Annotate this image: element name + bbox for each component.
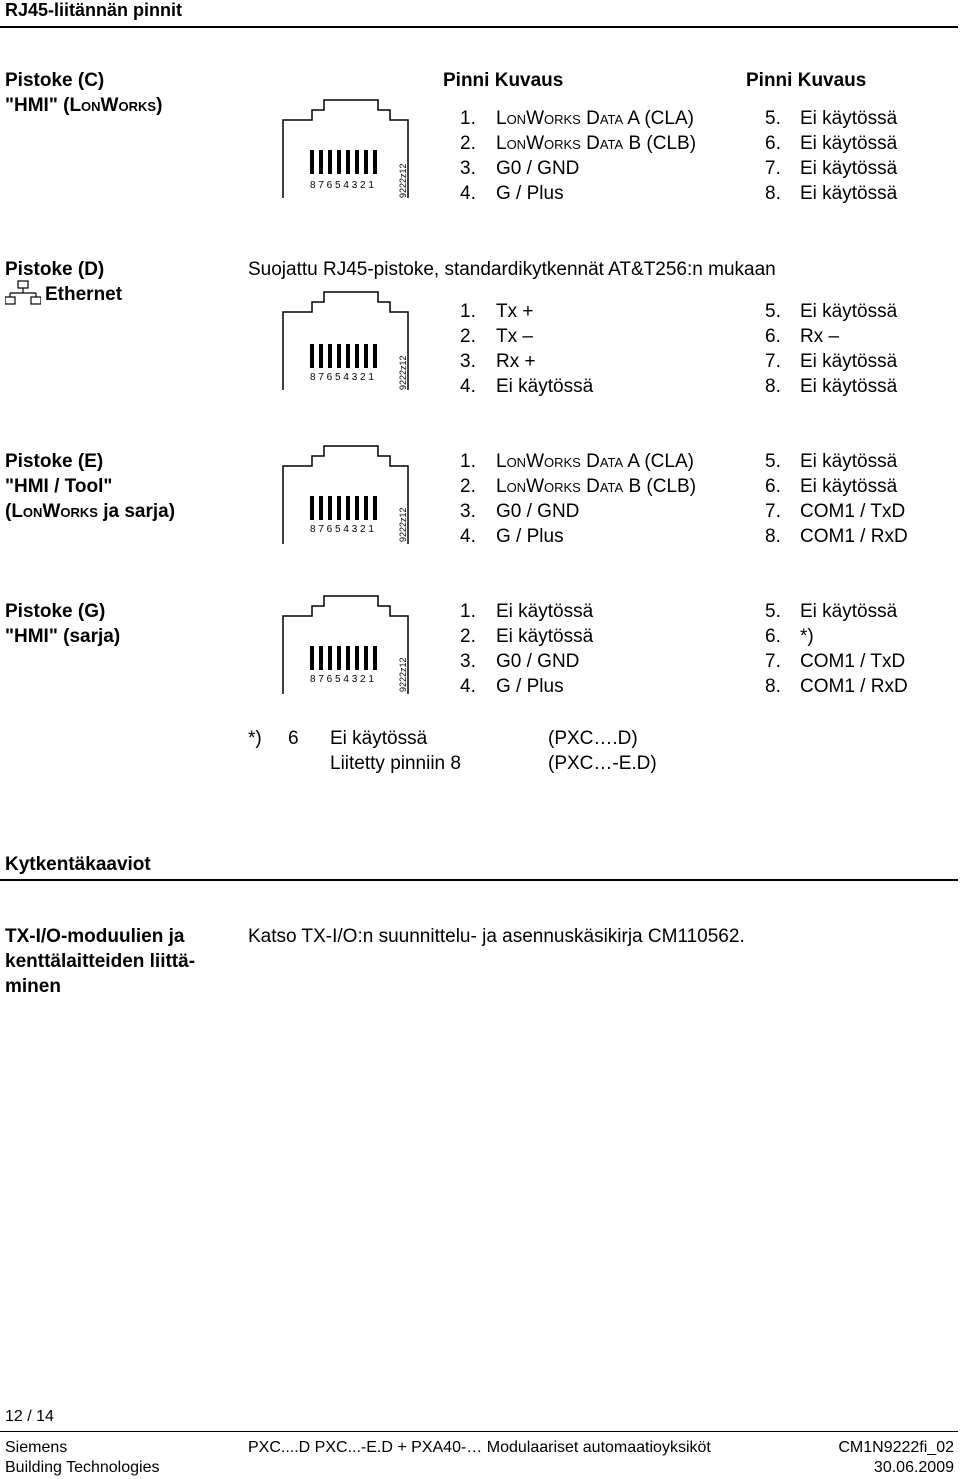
- pin-number: 4.: [460, 526, 476, 547]
- footnote-model-2: (PXC…-E.D): [548, 753, 657, 774]
- pin-desc: Rx +: [496, 351, 536, 372]
- pin-number: 1.: [460, 108, 476, 129]
- pin-desc: Ei käytössä: [800, 133, 898, 154]
- pin-desc: Tx +: [496, 301, 534, 322]
- footnote-text-1: Ei käytössä: [330, 728, 428, 749]
- section-divider: [0, 879, 958, 881]
- pin-number: 7.: [765, 501, 781, 522]
- pin-desc: COM1 / TxD: [800, 501, 906, 522]
- pin-desc: Ei käytössä: [800, 158, 898, 179]
- pin-number: 1.: [460, 601, 476, 622]
- pin-number: 2.: [460, 476, 476, 497]
- jack-code: 9222z12: [398, 163, 408, 198]
- pin-number: 7.: [765, 158, 781, 179]
- pin-desc: Ei käytössä: [800, 301, 898, 322]
- pin-desc: LonWorks Data B (CLB): [496, 476, 697, 497]
- jack-pin-numbers: 8 7 6 5 4 3 2 1: [310, 524, 374, 535]
- pin-number: 8.: [765, 676, 781, 697]
- pin-desc: Rx –: [800, 326, 840, 347]
- page-title: RJ45-liitännän pinnit: [5, 0, 183, 20]
- jack-pin-numbers: 8 7 6 5 4 3 2 1: [310, 180, 374, 191]
- connector-e-desc-right: [800, 449, 908, 549]
- pin-number: 5.: [765, 108, 781, 129]
- connector-d-pins-right: [765, 299, 781, 399]
- pin-number: 5.: [765, 601, 781, 622]
- pin-desc: LonWorks Data A (CLA): [496, 108, 694, 129]
- connector-c-desc-left: [496, 106, 696, 206]
- jack-code: 9222z12: [398, 507, 408, 542]
- col-header-right: Pinni Kuvaus: [746, 70, 867, 91]
- connector-e-pins-left: [460, 449, 476, 549]
- jack-pin-numbers: 8 7 6 5 4 3 2 1: [310, 372, 374, 383]
- pin-desc: G0 / GND: [496, 501, 580, 522]
- pin-number: 3.: [460, 651, 476, 672]
- pin-number: 6.: [765, 476, 781, 497]
- connector-e-pins-right: [765, 449, 781, 549]
- pin-number: 5.: [765, 451, 781, 472]
- pin-desc: COM1 / TxD: [800, 651, 906, 672]
- pin-number: 4.: [460, 376, 476, 397]
- connector-g-pins-right: [765, 599, 781, 699]
- pin-desc: Ei käytössä: [800, 351, 898, 372]
- wiring-sublabel-2: kenttälaitteiden liittä-: [5, 951, 196, 972]
- pin-desc: Tx –: [496, 326, 533, 347]
- pin-number: 1.: [460, 451, 476, 472]
- footer-doc-id: CM1N9222fi_02: [838, 1439, 954, 1456]
- wiring-heading: Kytkentäkaaviot: [5, 854, 151, 875]
- rj45-jack-icon: [282, 290, 422, 399]
- footer-product: PXC....D PXC...-E.D + PXA40-… Modulaariset automaatioyksiköt: [248, 1439, 711, 1456]
- pin-number: 3.: [460, 158, 476, 179]
- pin-desc: Ei käytössä: [800, 183, 898, 204]
- footer-company: Siemens: [5, 1439, 68, 1456]
- pin-desc: Ei käytössä: [800, 376, 898, 397]
- connector-e-desc-left: [496, 449, 696, 549]
- connector-e-sublabel-2: (LonWorks ja sarja): [5, 501, 176, 522]
- pin-number: 2.: [460, 326, 476, 347]
- pin-number: 2.: [460, 626, 476, 647]
- pin-number: 5.: [765, 301, 781, 322]
- connector-d-pins-left: [460, 299, 476, 399]
- jack-pin-numbers: 8 7 6 5 4 3 2 1: [310, 674, 374, 685]
- pin-number: 8.: [765, 526, 781, 547]
- page-number: 12 / 14: [5, 1408, 54, 1425]
- pin-desc: G / Plus: [496, 183, 564, 204]
- connector-g-desc-right: [800, 599, 908, 699]
- pin-number: 8.: [765, 376, 781, 397]
- wiring-sublabel-1: TX-I/O-moduulien ja: [5, 926, 185, 947]
- connector-g-label: Pistoke (G): [5, 601, 106, 622]
- connector-e-sublabel: "HMI / Tool": [5, 476, 113, 497]
- connector-g-pins-left: [460, 599, 476, 699]
- connector-g-desc-left: [496, 599, 593, 699]
- rj45-jack-icon: [282, 98, 422, 207]
- connector-c-pins-left: [460, 106, 476, 206]
- connector-c-sublabel: "HMI" (LonWorks): [5, 95, 163, 116]
- pin-number: 6.: [765, 626, 781, 647]
- footer-divider: [0, 1431, 958, 1432]
- pin-number: 6.: [765, 326, 781, 347]
- pin-desc: G0 / GND: [496, 651, 580, 672]
- pin-desc: Ei käytössä: [800, 476, 898, 497]
- pin-desc: LonWorks Data B (CLB): [496, 133, 697, 154]
- pin-number: 1.: [460, 301, 476, 322]
- pin-desc: Ei käytössä: [496, 601, 594, 622]
- pin-desc: Ei käytössä: [800, 601, 898, 622]
- footnote-model-1: (PXC….D): [548, 728, 638, 749]
- connector-d-desc-left: [496, 299, 593, 399]
- wiring-sublabel-3: minen: [5, 976, 61, 997]
- connector-d-sublabel: Ethernet: [45, 284, 123, 305]
- col-header-left: Pinni Kuvaus: [443, 70, 564, 91]
- pin-desc: Ei käytössä: [496, 626, 594, 647]
- connector-c-label: Pistoke (C): [5, 70, 105, 91]
- pin-desc: COM1 / RxD: [800, 526, 908, 547]
- footnote-text-2: Liitetty pinniin 8: [330, 753, 461, 774]
- pin-number: 7.: [765, 351, 781, 372]
- pin-number: 4.: [460, 676, 476, 697]
- header-divider: [0, 26, 958, 28]
- network-icon: [5, 280, 41, 311]
- pin-number: 6.: [765, 133, 781, 154]
- pin-number: 7.: [765, 651, 781, 672]
- pin-number: 3.: [460, 501, 476, 522]
- pin-desc: *): [800, 626, 814, 647]
- connector-d-label: Pistoke (D): [5, 259, 105, 280]
- connector-d-desc-right: [800, 299, 897, 399]
- rj45-jack-icon: [282, 444, 422, 553]
- connector-c-desc-right: [800, 106, 897, 206]
- jack-code: 9222z12: [398, 355, 408, 390]
- pin-desc: G / Plus: [496, 526, 564, 547]
- pin-desc: G0 / GND: [496, 158, 580, 179]
- footer-date: 30.06.2009: [873, 1459, 954, 1476]
- connector-g-sublabel: "HMI" (sarja): [5, 626, 121, 647]
- pin-number: 8.: [765, 183, 781, 204]
- jack-code: 9222z12: [398, 657, 408, 692]
- pin-desc: Ei käytössä: [800, 108, 898, 129]
- connector-c-pins-right: [765, 106, 781, 206]
- connector-d-note: Suojattu RJ45-pistoke, standardikytkennät AT&T256:n mukaan: [248, 259, 776, 280]
- pin-desc: G / Plus: [496, 676, 564, 697]
- footer-division: Building Technologies: [5, 1459, 160, 1476]
- pin-number: 3.: [460, 351, 476, 372]
- pin-number: 4.: [460, 183, 476, 204]
- pin-desc: Ei käytössä: [800, 451, 898, 472]
- footnote-mark: *): [248, 728, 262, 749]
- pin-desc: LonWorks Data A (CLA): [496, 451, 694, 472]
- connector-e-label: Pistoke (E): [5, 451, 104, 472]
- footnote-pin: 6: [288, 728, 299, 749]
- pin-desc: Ei käytössä: [496, 376, 594, 397]
- pin-desc: COM1 / RxD: [800, 676, 908, 697]
- rj45-jack-icon: [282, 594, 422, 703]
- wiring-text: Katso TX-I/O:n suunnittelu- ja asennuskäsikirja CM110562.: [248, 926, 745, 947]
- pin-number: 2.: [460, 133, 476, 154]
